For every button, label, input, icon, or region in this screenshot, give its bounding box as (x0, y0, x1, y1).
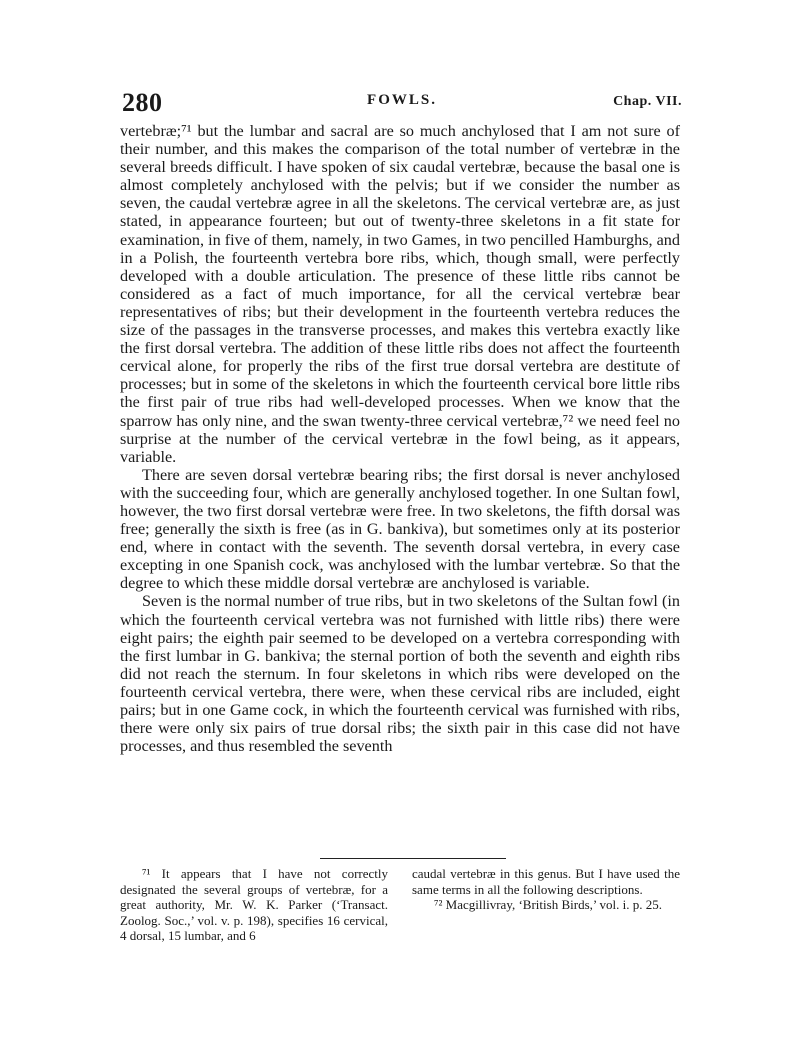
footnote-column-left (120, 866, 388, 944)
page-number: 280 (122, 88, 163, 117)
footnote-divider (320, 858, 506, 859)
paragraph-true-ribs: Seven is the normal number of true ribs, but in two skeletons of the Sultan fowl (in which the fourteenth cervical vertebra was not furnished with little ribs) there were eight pairs; the eighth pair seemed to be developed on a vertebra corresponding with the first lumbar in G. bankiva; the sternal portion of both the seventh and eighth ribs did not reach the sternum. In four skeletons in which ribs were developed on the fourteenth cervical vertebra, there were, when these cervical ribs are included, eight pairs; but in one Game cock, in which the fourteenth cervical was furnished with ribs, there were only six pairs of true dorsal ribs; the sixth pair in this case did not have processes, and thus resembled the seventh (120, 592, 680, 756)
footnote-72: ⁷² Macgillivray, ‘British Birds,’ vol. i. p. 25. (434, 897, 662, 913)
chapter-reference: Chap. VII. (613, 94, 682, 109)
running-title: FOWLS. (367, 92, 437, 108)
footnote-71-continued: caudal vertebræ in this genus. But I have used the same terms in all the following descriptions. (412, 866, 680, 897)
paragraph-continued: vertebræ;⁷¹ but the lumbar and sacral are so much anchylosed that I am not sure of their number, and this makes the comparison of the total number of vertebræ in the several breeds difficult. I have spoken of six caudal vertebræ, because the basal one is almost completely anchylosed with the pelvis; but if we consider the number as seven, the caudal vertebræ agree in all the skeletons. The cervical vertebræ are, as just stated, in appearance fourteen; but out of twenty-three skeletons in a fit state for examination, in five of them, namely, in two Games, in two pencilled Hamburghs, and in a Polish, the fourteenth vertebra bore ribs, which, though small, were perfectly developed with a double articulation. The presence of these little ribs cannot be considered as a fact of much importance, for all the cervical vertebræ bear representatives of ribs; but their development in the fourteenth vertebra reduces the size of the passages in the transverse processes, and makes this vertebra exactly like the first dorsal vertebra. The addition of these little ribs does not affect the fourteenth cervical alone, for properly the ribs of the first true dorsal vertebra are destitute of processes; but in some of the skeletons in which the fourteenth cervical bore little ribs the first pair of true ribs had well-developed processes. When we know that the sparrow has only nine, and the swan twenty-three cervical vertebræ,⁷² we need feel no surprise at the number of the cervical vertebræ in the fowl being, as it appears, variable. (120, 122, 680, 466)
paragraph-dorsal-vertebrae: There are seven dorsal vertebræ bearing ribs; the first dorsal is never anchylosed with the succeeding four, which are generally anchylosed together. In one Sultan fowl, however, the two first dorsal vertebræ were free. In two skeletons, the fifth dorsal was free; generally the sixth is free (as in G. bankiva), but sometimes only at its posterior end, where in contact with the seventh. The seventh dorsal vertebra, in every case excepting in one Spanish cock, was anchylosed with the lumbar vertebræ. So that the degree to which these middle dorsal vertebræ are anchylosed is variable. (120, 465, 680, 593)
footnote-column-right (412, 866, 680, 913)
main-text (120, 122, 680, 755)
page-header (122, 88, 682, 118)
footnote-71: ⁷¹ It appears that I have not correctly designated the several groups of vertebræ, for a great authority, Mr. W. K. Parker (‘Transact. Zoolog. Soc.,’ vol. v. p. 198), specifies 16 cervical, 4 dorsal, 15 lumbar, and 6 (120, 866, 388, 944)
